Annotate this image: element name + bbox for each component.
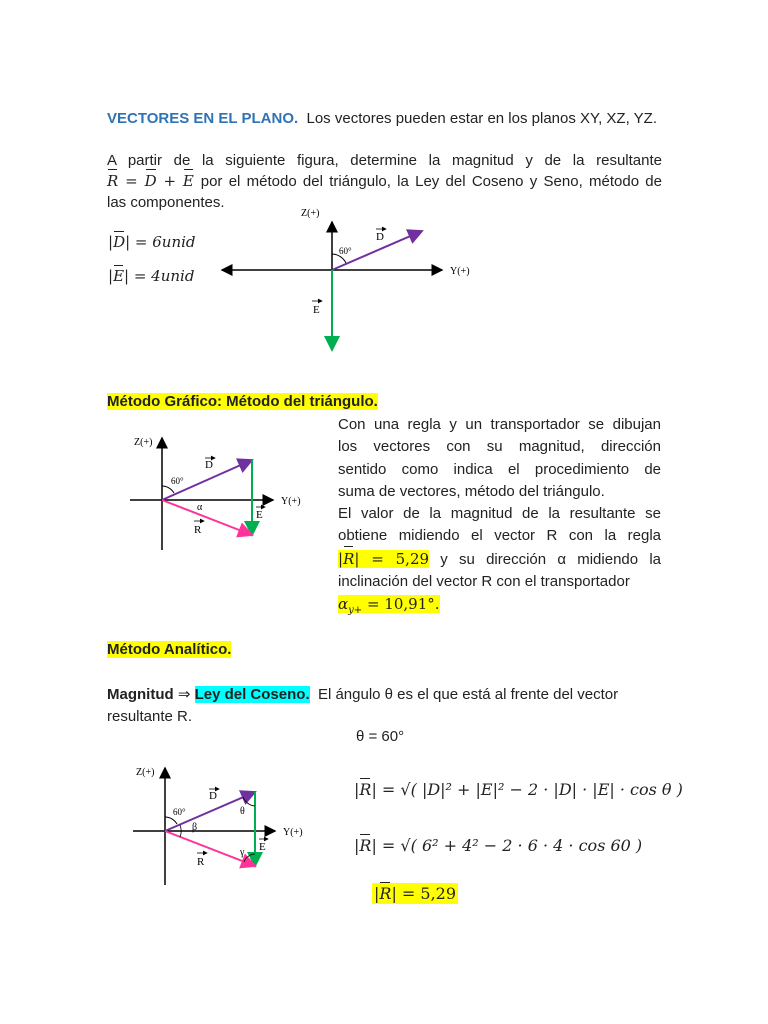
- angle-arc: [165, 817, 177, 824]
- y-axis-label: Y(+): [450, 266, 470, 277]
- alpha-subscript: y+: [348, 605, 363, 617]
- graphic-line-5: El valor de la magnitud de la resultante se: [338, 505, 661, 523]
- angle-label: 60°: [339, 246, 352, 256]
- graphic-line-6: obtiene midiendo el vector R con la regla: [338, 527, 661, 545]
- intro-line-3: las componentes.: [107, 194, 225, 211]
- graphic-line-1: Con una regla y un transportador se dibujan: [338, 416, 661, 433]
- r-measured-value: = 5,29: [371, 549, 430, 568]
- intro-line-1: A partir de la siguiente figura, determine la magnitud y de la resultante: [107, 152, 662, 169]
- graphic-line-3: sentido como indica el procedimiento de: [338, 460, 661, 478]
- theta-equation: θ = 60°: [356, 728, 405, 745]
- z-axis-label: Z(+): [134, 437, 153, 448]
- formula-general-text: = √( |D|² + |E|² − 2 · |D| · |E| · cos θ ): [381, 780, 683, 799]
- analytic-method-title-wrap: [107, 641, 231, 658]
- gamma-label: γ: [240, 847, 245, 858]
- formula-numeric-text: = √( 6² + 4² − 2 · 6 · 4 · cos 60 ): [381, 836, 643, 855]
- graphic-line-2: los vectores con su magnitud, dirección: [338, 438, 661, 456]
- r-measured-result: |R| = 5,29: [338, 550, 429, 568]
- given-e-value: = 4unid: [133, 267, 195, 285]
- vector-r: [162, 500, 252, 535]
- gamma-arc: [244, 854, 255, 862]
- given-d-label: D: [113, 233, 126, 251]
- final-result-value: = 5,29: [401, 884, 457, 903]
- theta-arc: [243, 797, 255, 806]
- magnitud-label: Magnitud: [107, 686, 174, 703]
- given-e-label: E: [113, 267, 125, 285]
- intro-line-2: [107, 171, 662, 192]
- angle-arc: [162, 486, 174, 493]
- alpha-result: [338, 595, 440, 617]
- analytic-line-1: [107, 684, 667, 706]
- analytic-line-2: resultante R.: [107, 708, 193, 725]
- y-axis-label: Y(+): [283, 827, 303, 838]
- vector-d-label: D: [376, 231, 384, 243]
- graphic-line-8: inclinación del vector R con el transportador: [338, 573, 630, 591]
- given-d-value: = 6unid: [134, 233, 196, 251]
- final-result: [372, 884, 458, 903]
- vector-r-label: R: [194, 524, 202, 536]
- figure-triangle-method: [125, 430, 320, 560]
- formula-numeric: |R| = √( 6² + 4² − 2 · 6 · 4 · cos 60 ): [354, 836, 643, 855]
- final-result-highlight: |R| = 5,29: [374, 884, 457, 903]
- intro-line-2-text: por el método del triángulo, la Ley del Coseno y Seno, método de: [200, 173, 662, 190]
- alpha-value: = 10,91°.: [366, 595, 440, 614]
- alpha-label: α: [197, 502, 203, 513]
- graphic-line-7: [338, 548, 661, 571]
- vector-e-label: E: [259, 841, 266, 853]
- graphic-method-title: Método Gráfico: Método del triángulo.: [107, 393, 378, 410]
- vector-e-label: E: [256, 509, 263, 521]
- angle-label: 60°: [171, 476, 184, 486]
- beta-label: β: [192, 822, 198, 833]
- graphic-method-title-wrap: [107, 393, 378, 410]
- graphic-line-4: suma de vectores, método del triángulo.: [338, 482, 605, 500]
- vector-d-label: D: [205, 459, 213, 471]
- graphic-line-7-text: y su dirección α midiendo la: [440, 550, 661, 568]
- formula-general: |R| = √( |D|² + |E|² − 2 · |D| · |E| · cos θ ): [354, 780, 683, 799]
- figure-vectors-plane: [215, 200, 485, 370]
- figure-law-of-cosines: [125, 760, 320, 890]
- vector-d-label: D: [209, 790, 217, 802]
- analytic-method-title: Método Analítico.: [107, 641, 232, 658]
- analytic-line-1-text: El ángulo θ es el que está al frente del vector: [317, 686, 619, 703]
- theta-label: θ: [240, 806, 245, 817]
- vector-e-label: E: [313, 304, 320, 316]
- angle-label: 60°: [173, 807, 186, 817]
- vector-equation: R = D + E: [107, 172, 194, 190]
- alpha-symbol: α: [338, 595, 349, 614]
- z-axis-label: Z(+): [136, 767, 155, 778]
- intro-heading-line: [107, 110, 667, 127]
- graphic-line-9: [338, 593, 661, 622]
- given-e: |E| = 4unid: [108, 267, 195, 285]
- vector-r-label: R: [197, 856, 205, 868]
- analytic-intro: [107, 684, 667, 728]
- implies-arrow: ⇒: [177, 686, 191, 703]
- heading-description: Los vectores pueden estar en los planos XY, XZ, YZ.: [306, 110, 657, 127]
- given-d: |D| = 6unid: [108, 233, 196, 251]
- section-heading: VECTORES EN EL PLANO.: [107, 110, 299, 127]
- z-axis-label: Z(+): [301, 208, 320, 219]
- graphic-method-text: [338, 414, 661, 623]
- law-of-cosines-label: Ley del Coseno.: [194, 686, 310, 703]
- y-axis-label: Y(+): [281, 496, 301, 507]
